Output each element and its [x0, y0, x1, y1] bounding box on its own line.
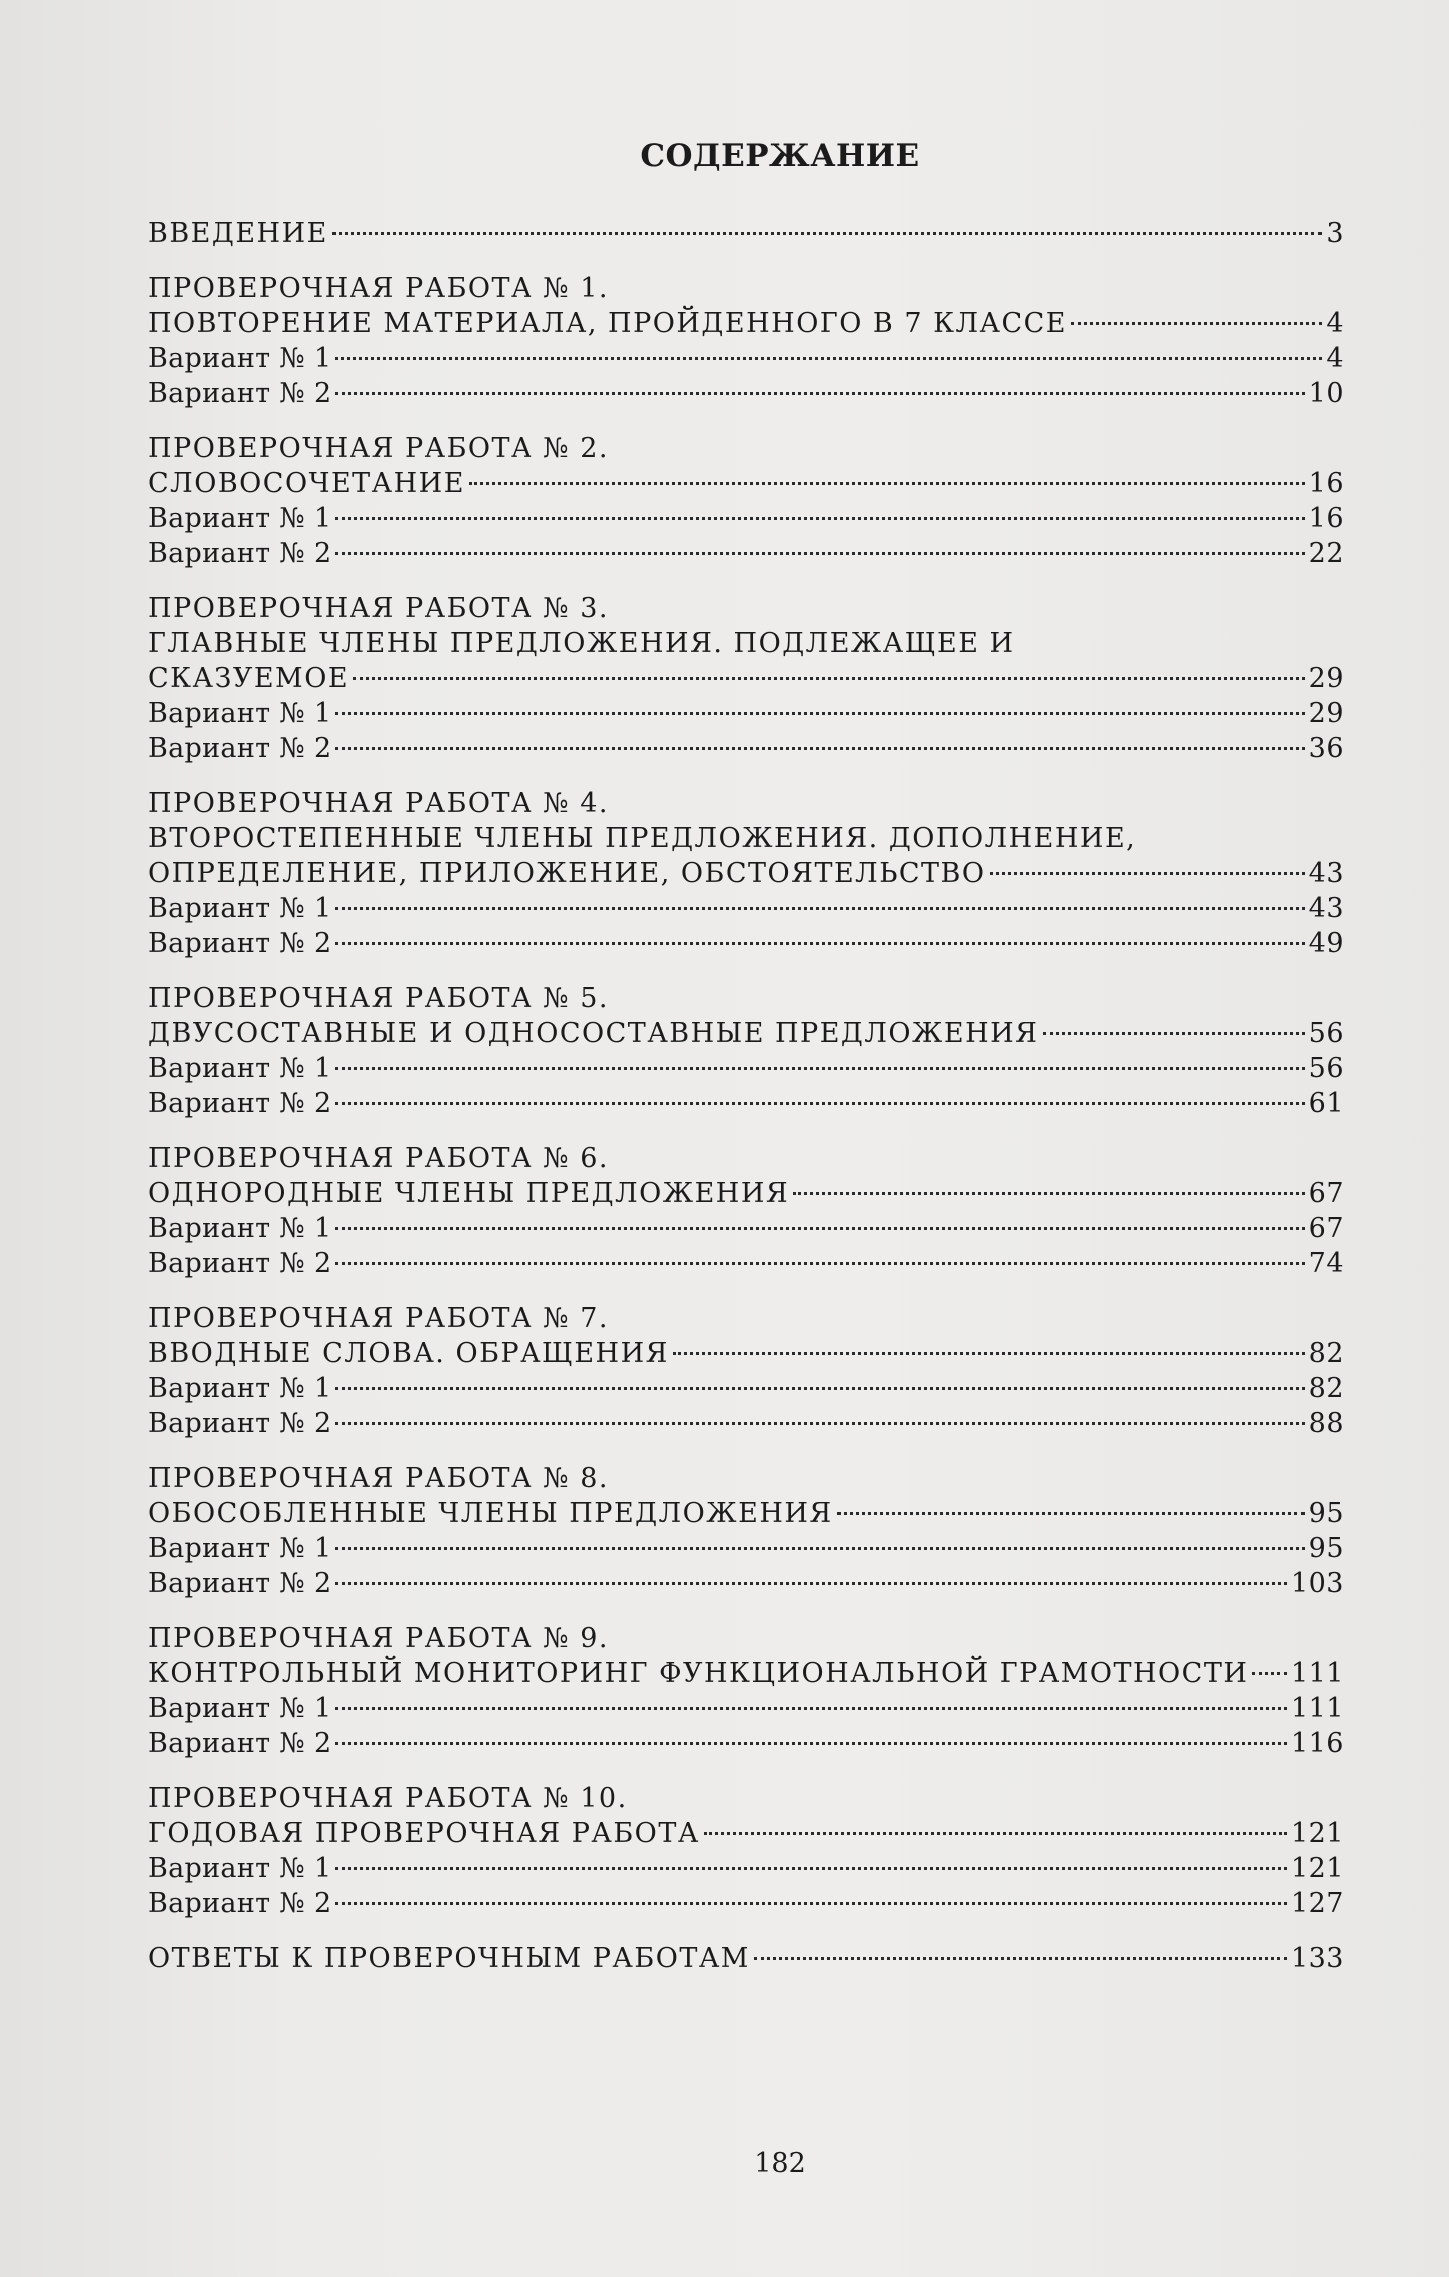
- dot-leader: [990, 872, 1305, 875]
- toc-section-6: [148, 1141, 1344, 1281]
- toc-entry-label: Вариант № 2: [148, 1408, 332, 1439]
- toc-entry-variant[interactable]: [148, 1886, 1344, 1921]
- dot-leader: [332, 232, 1322, 235]
- dot-leader: [335, 907, 1304, 910]
- toc-entry-topic[interactable]: [148, 1496, 1344, 1531]
- toc-page-number: 133: [1290, 1943, 1344, 1974]
- toc-entry-variant[interactable]: [148, 341, 1344, 376]
- toc-section-2: [148, 431, 1344, 571]
- toc-section-heading: ПРОВЕРОЧНАЯ РАБОТА № 9.: [148, 1623, 609, 1654]
- toc-entry-label: ВВЕДЕНИЕ: [148, 218, 328, 249]
- toc-section-heading: ПРОВЕРОЧНАЯ РАБОТА № 2.: [148, 433, 609, 464]
- toc-entry-label: Вариант № 2: [148, 928, 332, 959]
- dot-leader: [335, 712, 1304, 715]
- toc-entry-topic[interactable]: [148, 1176, 1344, 1211]
- dot-leader: [793, 1192, 1304, 1195]
- toc-entry-variant[interactable]: [148, 1691, 1344, 1726]
- toc-section-3: [148, 591, 1344, 766]
- dot-leader: [335, 1547, 1304, 1550]
- toc-page-number: 43: [1308, 858, 1344, 889]
- toc-page-number: 16: [1308, 468, 1344, 499]
- toc-section-heading: ПРОВЕРОЧНАЯ РАБОТА № 6.: [148, 1143, 609, 1174]
- toc-entry-label: Вариант № 2: [148, 1728, 332, 1759]
- toc-page-number: 61: [1308, 1088, 1344, 1119]
- toc-entry-topic[interactable]: [148, 1656, 1344, 1691]
- toc-entry-variant[interactable]: [148, 696, 1344, 731]
- toc-entry-label: ОТВЕТЫ К ПРОВЕРОЧНЫМ РАБОТАМ: [148, 1943, 750, 1974]
- toc-entry-variant[interactable]: [148, 1851, 1344, 1886]
- toc-entry-answers[interactable]: [148, 1941, 1344, 1976]
- toc-page-number: 29: [1308, 663, 1344, 694]
- toc-section-heading: ПРОВЕРОЧНАЯ РАБОТА № 7.: [148, 1303, 609, 1334]
- dot-leader: [335, 357, 1322, 360]
- page-title: СОДЕРЖАНИЕ: [640, 138, 920, 174]
- toc-entry-variant[interactable]: [148, 1531, 1344, 1566]
- toc-entry-variant[interactable]: [148, 1246, 1344, 1281]
- dot-leader: [335, 392, 1304, 395]
- toc-entry-label: Вариант № 2: [148, 538, 332, 569]
- table-of-contents: [148, 216, 1344, 1996]
- toc-page-number: 121: [1290, 1853, 1344, 1884]
- toc-topic-line: ГЛАВНЫЕ ЧЛЕНЫ ПРЕДЛОЖЕНИЯ. ПОДЛЕЖАЩЕЕ И: [148, 628, 1015, 659]
- toc-entry-label: Вариант № 2: [148, 1248, 332, 1279]
- toc-page-number: 4: [1326, 308, 1344, 339]
- toc-entry-variant[interactable]: [148, 1726, 1344, 1761]
- dot-leader: [335, 1067, 1304, 1070]
- dot-leader: [335, 1582, 1287, 1585]
- toc-entry-variant[interactable]: [148, 1051, 1344, 1086]
- toc-page-number: 56: [1308, 1018, 1344, 1049]
- dot-leader: [1071, 322, 1322, 325]
- toc-section-heading: ПРОВЕРОЧНАЯ РАБОТА № 1.: [148, 273, 609, 304]
- toc-entry-label: Вариант № 2: [148, 733, 332, 764]
- toc-section-4: [148, 786, 1344, 961]
- toc-section-heading: ПРОВЕРОЧНАЯ РАБОТА № 10.: [148, 1783, 628, 1814]
- toc-entry-variant[interactable]: [148, 1566, 1344, 1601]
- dot-leader: [335, 1707, 1287, 1710]
- toc-entry-label: Вариант № 1: [148, 698, 332, 729]
- toc-entry-label: КОНТРОЛЬНЫЙ МОНИТОРИНГ ФУНКЦИОНАЛЬНОЙ ГРАМОТНОСТИ: [148, 1658, 1249, 1689]
- toc-entry-variant[interactable]: [148, 1086, 1344, 1121]
- toc-intro-group: [148, 216, 1344, 251]
- toc-page-number: 82: [1308, 1373, 1344, 1404]
- dot-leader: [335, 517, 1304, 520]
- toc-entry-label: Вариант № 1: [148, 1213, 332, 1244]
- toc-entry-label: Вариант № 2: [148, 378, 332, 409]
- toc-page-number: 127: [1290, 1888, 1344, 1919]
- dot-leader: [754, 1957, 1287, 1960]
- toc-entry-label: Вариант № 1: [148, 343, 332, 374]
- toc-answers-group: [148, 1941, 1344, 1976]
- toc-entry-variant[interactable]: [148, 536, 1344, 571]
- toc-page-number: 3: [1326, 218, 1344, 249]
- toc-section-8: [148, 1461, 1344, 1601]
- toc-entry-label: ОПРЕДЕЛЕНИЕ, ПРИЛОЖЕНИЕ, ОБСТОЯТЕЛЬСТВО: [148, 858, 986, 889]
- toc-entry-variant[interactable]: [148, 926, 1344, 961]
- toc-entry-label: ВВОДНЫЕ СЛОВА. ОБРАЩЕНИЯ: [148, 1338, 669, 1369]
- toc-entry-variant[interactable]: [148, 501, 1344, 536]
- toc-entry-variant[interactable]: [148, 731, 1344, 766]
- toc-page-number: 111: [1290, 1693, 1344, 1724]
- toc-section-10: [148, 1781, 1344, 1921]
- toc-entry-label: Вариант № 2: [148, 1088, 332, 1119]
- toc-page-number: 56: [1308, 1053, 1344, 1084]
- toc-entry-label: Вариант № 1: [148, 1533, 332, 1564]
- toc-entry-label: Вариант № 1: [148, 893, 332, 924]
- toc-page-number: 95: [1308, 1498, 1344, 1529]
- toc-entry-label: ОБОСОБЛЕННЫЕ ЧЛЕНЫ ПРЕДЛОЖЕНИЯ: [148, 1498, 833, 1529]
- toc-entry-topic[interactable]: [148, 306, 1344, 341]
- dot-leader: [335, 1742, 1287, 1745]
- toc-section-9: [148, 1621, 1344, 1761]
- toc-entry-label: ГОДОВАЯ ПРОВЕРОЧНАЯ РАБОТА: [148, 1818, 700, 1849]
- toc-entry-label: Вариант № 1: [148, 1053, 332, 1084]
- toc-entry-variant[interactable]: [148, 376, 1344, 411]
- toc-page-number: 74: [1308, 1248, 1344, 1279]
- dot-leader: [1252, 1672, 1287, 1675]
- toc-entry-topic[interactable]: [148, 661, 1344, 696]
- toc-page-number: 82: [1308, 1338, 1344, 1369]
- toc-section-heading: ПРОВЕРОЧНАЯ РАБОТА № 8.: [148, 1463, 609, 1494]
- page-number-footer: 182: [754, 2148, 806, 2179]
- dot-leader: [335, 552, 1304, 555]
- toc-page-number: 43: [1308, 893, 1344, 924]
- dot-leader: [353, 677, 1305, 680]
- toc-page-number: 16: [1308, 503, 1344, 534]
- toc-section-5: [148, 981, 1344, 1121]
- toc-entry-topic[interactable]: [148, 1816, 1344, 1851]
- dot-leader: [335, 1902, 1287, 1905]
- toc-entry-variant[interactable]: [148, 1406, 1344, 1441]
- toc-entry-intro[interactable]: [148, 216, 1344, 251]
- toc-section-1: [148, 271, 1344, 411]
- toc-section-heading: ПРОВЕРОЧНАЯ РАБОТА № 5.: [148, 983, 609, 1014]
- toc-entry-label: Вариант № 2: [148, 1568, 332, 1599]
- dot-leader: [335, 747, 1304, 750]
- dot-leader: [704, 1832, 1287, 1835]
- toc-page-number: 67: [1308, 1213, 1344, 1244]
- toc-page-number: 10: [1308, 378, 1344, 409]
- toc-page-number: 29: [1308, 698, 1344, 729]
- toc-sections: [148, 271, 1344, 1921]
- toc-page-number: 49: [1308, 928, 1344, 959]
- toc-entry-label: Вариант № 1: [148, 1373, 332, 1404]
- toc-page-number: 4: [1326, 343, 1344, 374]
- toc-entry-label: Вариант № 1: [148, 503, 332, 534]
- toc-page-number: 22: [1308, 538, 1344, 569]
- dot-leader: [673, 1352, 1305, 1355]
- dot-leader: [335, 1422, 1304, 1425]
- toc-entry-variant[interactable]: [148, 1211, 1344, 1246]
- toc-entry-label: СЛОВОСОЧЕТАНИЕ: [148, 468, 465, 499]
- toc-page-number: 121: [1290, 1818, 1344, 1849]
- dot-leader: [335, 1102, 1304, 1105]
- toc-page-number: 111: [1290, 1658, 1344, 1689]
- toc-page-number: 116: [1290, 1728, 1344, 1759]
- dot-leader: [335, 1387, 1304, 1390]
- toc-section-heading: ПРОВЕРОЧНАЯ РАБОТА № 4.: [148, 788, 609, 819]
- toc-entry-topic[interactable]: [148, 466, 1344, 501]
- toc-section-heading: ПРОВЕРОЧНАЯ РАБОТА № 3.: [148, 593, 609, 624]
- toc-entry-label: Вариант № 1: [148, 1853, 332, 1884]
- toc-entry-label: ОДНОРОДНЫЕ ЧЛЕНЫ ПРЕДЛОЖЕНИЯ: [148, 1178, 790, 1209]
- dot-leader: [335, 1227, 1304, 1230]
- toc-entry-label: Вариант № 2: [148, 1888, 332, 1919]
- toc-page-number: 95: [1308, 1533, 1344, 1564]
- toc-entry-topic[interactable]: [148, 856, 1344, 891]
- toc-entry-topic[interactable]: [148, 1016, 1344, 1051]
- toc-page-number: 67: [1308, 1178, 1344, 1209]
- dot-leader: [469, 482, 1305, 485]
- toc-entry-label: ДВУСОСТАВНЫЕ И ОДНОСОСТАВНЫЕ ПРЕДЛОЖЕНИЯ: [148, 1018, 1039, 1049]
- toc-page-number: 103: [1290, 1568, 1344, 1599]
- toc-topic-line: ВТОРОСТЕПЕННЫЕ ЧЛЕНЫ ПРЕДЛОЖЕНИЯ. ДОПОЛНЕНИЕ,: [148, 823, 1137, 854]
- dot-leader: [335, 1867, 1287, 1870]
- toc-entry-variant[interactable]: [148, 891, 1344, 926]
- toc-entry-label: ПОВТОРЕНИЕ МАТЕРИАЛА, ПРОЙДЕННОГО В 7 КЛАССЕ: [148, 308, 1068, 339]
- toc-entry-topic[interactable]: [148, 1336, 1344, 1371]
- toc-page-number: 36: [1308, 733, 1344, 764]
- toc-page-number: 88: [1308, 1408, 1344, 1439]
- toc-entry-label: Вариант № 1: [148, 1693, 332, 1724]
- toc-section-7: [148, 1301, 1344, 1441]
- toc-entry-label: СКАЗУЕМОЕ: [148, 663, 350, 694]
- dot-leader: [335, 1262, 1304, 1265]
- dot-leader: [335, 942, 1304, 945]
- toc-entry-variant[interactable]: [148, 1371, 1344, 1406]
- dot-leader: [1043, 1032, 1305, 1035]
- dot-leader: [837, 1512, 1305, 1515]
